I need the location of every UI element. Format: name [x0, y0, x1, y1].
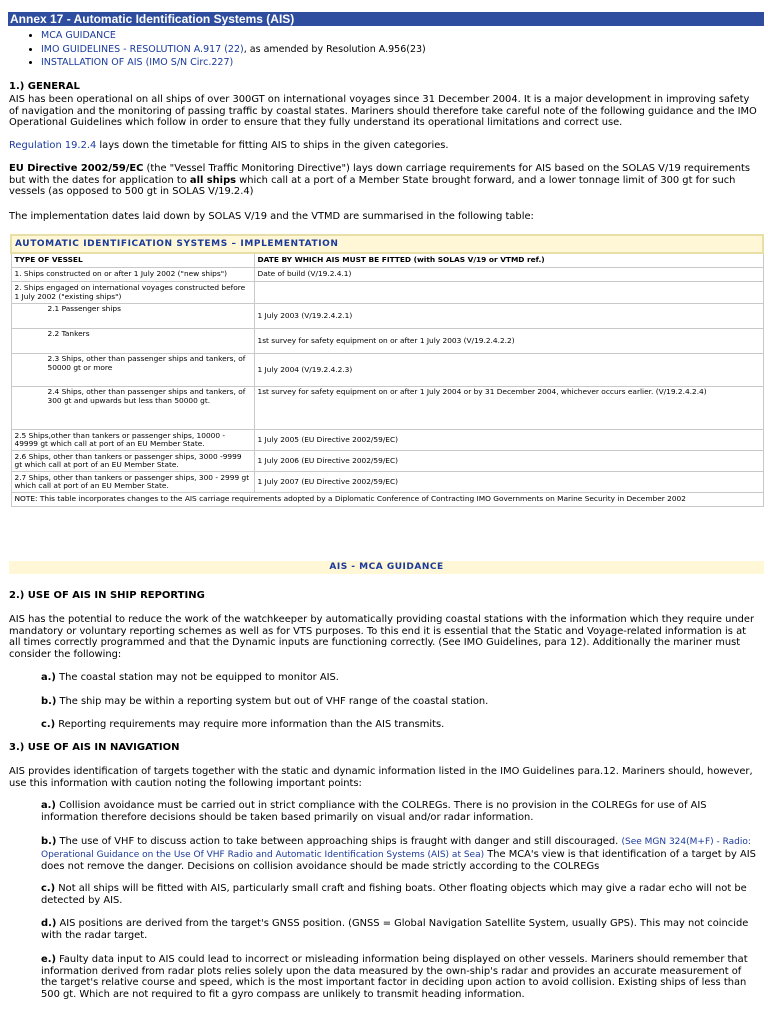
reporting-paragraph: AIS has the potential to reduce the work of the watchkeeper by automatically providing coastal stations with the information which they require under mandatory or voluntary reporting schemes as well as for VTS purposes. To this end it is essential that the Static and Voyage-related information is at all times correctly programmed and that the Dynamic inputs are functioning correctly. (See IMO Guidelines, para 12). Additionally the mariner must consider the following: — [9, 614, 755, 660]
table-row — [11, 354, 763, 387]
table-note-row — [11, 493, 763, 507]
vessel-type-cell: 2. Ships engaged on international voyages constructed before 1 July 2002 ("existing ships") — [11, 282, 254, 304]
table-row — [11, 304, 763, 329]
fit-date-cell: 1 July 2006 (EU Directive 2002/59/EC) — [254, 451, 763, 472]
fit-date-cell: 1 July 2005 (EU Directive 2002/59/EC) — [254, 430, 763, 451]
vessel-type-cell: 2.2 Tankers — [11, 329, 254, 354]
navigation-item-d: d.) AIS positions are derived from the target's GNSS position. (GNSS = Global Navigation Satellite System, usually GPS). This may not coincide with the radar target. — [41, 918, 749, 941]
list-item — [41, 29, 426, 43]
regulation-link[interactable]: Regulation 19.2.4 — [9, 140, 97, 151]
table-row — [11, 451, 763, 472]
table-note: NOTE: This table incorporates changes to the AIS carriage requirements adopted by a Diplomatic Conference of Contracting IMO Governments on Marine Security in December 2002 — [11, 493, 763, 507]
vessel-type-cell: 2.1 Passenger ships — [11, 304, 254, 329]
vessel-type-cell: 2.5 Ships,other than tankers or passenger ships, 10000 - 49999 gt which call at port of an EU Member State. — [11, 430, 254, 451]
fit-date-cell: 1 July 2004 (V/19.2.4.2.3) — [254, 354, 763, 387]
vessel-type-cell: 1. Ships constructed on or after 1 July 2002 ("new ships") — [11, 268, 254, 282]
vessel-type-cell: 2.4 Ships, other than passenger ships and tankers, of 300 gt and upwards but less than 50000 gt. — [11, 387, 254, 430]
reporting-heading: 2.) USE OF AIS IN SHIP REPORTING — [9, 590, 205, 601]
installation-link[interactable]: INSTALLATION OF AIS (IMO S/N Circ.227) — [41, 57, 234, 68]
reporting-item-b: b.) The ship may be within a reporting system but out of VHF range of the coastal station. — [41, 696, 489, 707]
imo-guidelines-link[interactable]: IMO GUIDELINES - RESOLUTION A.917 (22) — [41, 43, 244, 55]
table-caption: AUTOMATIC IDENTIFICATION SYSTEMS – IMPLEMENTATION — [11, 235, 763, 253]
mca-guidance-band: AIS - MCA GUIDANCE — [9, 561, 764, 574]
mca-guidance-link[interactable]: MCA GUIDANCE — [41, 30, 116, 41]
navigation-heading: 3.) USE OF AIS IN NAVIGATION — [9, 742, 180, 753]
general-heading: 1.) GENERAL — [9, 81, 80, 92]
navigation-item-c: c.) Not all ships will be fitted with AIS, particularly small craft and fishing boats. Other floating objects which may give a radar echo will not be detected by AIS. — [41, 883, 747, 906]
implementation-table — [10, 234, 764, 507]
vessel-type-cell: 2.3 Ships, other than passenger ships and tankers, of 50000 gt or more — [11, 354, 254, 387]
regulation-paragraph: Regulation 19.2.4 lays down the timetable for fitting AIS to ships in the given categories. — [9, 140, 449, 151]
navigation-paragraph: AIS provides identification of targets together with the static and dynamic information listed in the IMO Guidelines para.12. Mariners should, however, use this information with caution noting the following important points: — [9, 766, 753, 789]
general-paragraph: AIS has been operational on all ships of over 300GT on international voyages since 31 December 2004. It is a major development in improving safety of navigation and the monitoring of passing traffic by coastal states. Mariners should therefore take careful note of the following guidance and the IMO Operational Guidelines which follow in order to ensure that they fully understand its operational limitations and correct use. — [9, 94, 757, 129]
implementation-intro: The implementation dates laid down by SOLAS V/19 and the VTMD are summarised in the following table: — [9, 211, 534, 222]
list-item — [41, 43, 426, 57]
table-row — [11, 430, 763, 451]
table-row — [11, 472, 763, 493]
reporting-item-c: c.) Reporting requirements may require more information than the AIS transmits. — [41, 719, 445, 730]
vessel-type-cell: 2.7 Ships, other than tankers or passenger ships, 300 - 2999 gt which call at port of an EU Member State. — [11, 472, 254, 493]
table-row — [11, 282, 763, 304]
navigation-item-b: b.) The use of VHF to discuss action to take between approaching ships is fraught with danger and still discouraged. (See MGN 324(M+F) - Radio: Operational Guidance on the Use Of VHF Radio and Automatic Identification Systems (AIS) at Sea) The MCA's view is that identification of a target by AIS does not remove the danger. Decisions on collision avoidance should be made strictly according to the COLREGs — [41, 836, 756, 873]
table-row — [11, 329, 763, 354]
column-header-date: DATE BY WHICH AIS MUST BE FITTED (with SOLAS V/19 or VTMD ref.) — [254, 253, 763, 268]
navigation-item-e: e.) Faulty data input to AIS could lead to incorrect or misleading information being displayed on other vessels. Mariners should remember that information derived from radar plots relies solely upon the data measured by the own-ship's radar and provides an accurate measurement of the target's relative course and speed, which is the most important factor in deciding upon action to avoid collision. Existing ships of less than 500 gt. Which are not required to fit a gyro compass are unlikely to transmit heading information. — [41, 954, 748, 1000]
top-links-list — [28, 29, 426, 70]
vessel-type-cell: 2.6 Ships, other than tankers or passenger ships, 3000 -9999 gt which call at port of an EU Member State. — [11, 451, 254, 472]
reporting-item-a: a.) The coastal station may not be equipped to monitor AIS. — [41, 672, 339, 683]
list-item — [41, 56, 426, 70]
fit-date-cell — [254, 282, 763, 304]
mgn-324-link[interactable]: (See MGN 324(M+F) - Radio: Operational Guidance on the Use Of VHF Radio and Automatic Identification Systems (AIS) at Sea) — [41, 837, 751, 860]
eu-directive-paragraph: EU Directive 2002/59/EC (the "Vessel Traffic Monitoring Directive") lays down carriage requirements for AIS based on the SOLAS V/19 requirements but with the dates for application to all ships which call at a port of a Member State brought forward, and a lower tonnage limit of 300 gt for such vessels (as opposed to 500 gt in SOLAS V/19.2.4) — [9, 163, 750, 198]
table-row — [11, 268, 763, 282]
table-row — [11, 387, 763, 430]
fit-date-cell: 1 July 2007 (EU Directive 2002/59/EC) — [254, 472, 763, 493]
column-header-type: TYPE OF VESSEL — [11, 253, 254, 268]
fit-date-cell: Date of build (V/19.2.4.1) — [254, 268, 763, 282]
fit-date-cell: 1st survey for safety equipment on or after 1 July 2004 or by 31 December 2004, whichever occurs earlier. (V/19.2.4.2.4) — [254, 387, 763, 430]
page-title: Annex 17 - Automatic Identification Systems (AIS) — [8, 12, 764, 26]
amended-note: , as amended by Resolution A.956(23) — [243, 43, 426, 55]
fit-date-cell: 1st survey for safety equipment on or after 1 July 2003 (V/19.2.4.2.2) — [254, 329, 763, 354]
navigation-item-a: a.) Collision avoidance must be carried out in strict compliance with the COLREGs. There is no provision in the COLREGs for use of AIS information therefore decisions should be taken based primarily on visual and/or radar information. — [41, 800, 707, 823]
fit-date-cell: 1 July 2003 (V/19.2.4.2.1) — [254, 304, 763, 329]
